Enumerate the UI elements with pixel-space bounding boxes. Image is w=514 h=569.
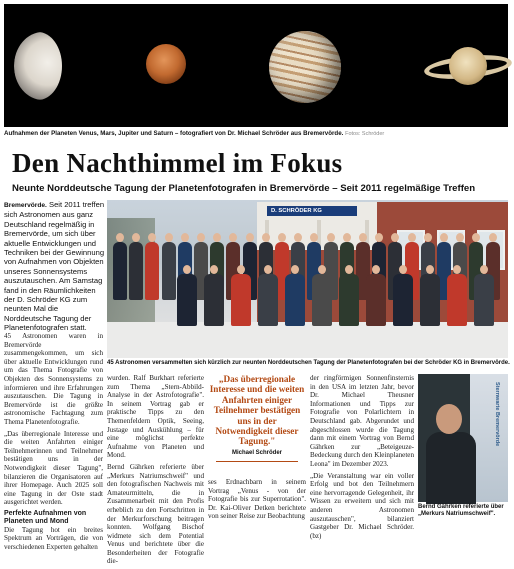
person-head	[424, 233, 432, 242]
planet-caption-text: Aufnahmen der Planeten Venus, Mars, Jupiter und Saturn – fotografiert von Dr. Michael Schröder aus Bremervörde.	[4, 130, 344, 137]
person	[204, 274, 224, 326]
person-head	[480, 265, 488, 274]
pull-quote	[208, 374, 306, 466]
paragraph: der ringförmigen Sonnenfinsternis in den USA im letzten Jahr, bevor Dr. Michael Theusner Informationen und Tipps zur Fotografie von Polarlichtern in Deutschland gab. Abgerundet und abgeschlossen wurde die Tagung dann mit einem Vortrag von Bernd Gährken zur „Beteigeuze-Bedeckung durch den Kleinplaneten Leona" im Dezember 2023.	[310, 374, 414, 468]
person-head	[440, 233, 448, 242]
speaker-body	[426, 432, 476, 504]
person-head	[327, 233, 335, 242]
person	[162, 242, 176, 300]
ground	[107, 322, 508, 358]
paragraph: Bernd Gährken referierte über „Merkurs Natriumschweif" und den fotografischen Nachweis mit Amateurmitteln, die in Zusammenarbeit mit den Profis erheblich zu den Fortschritten in der Merkurforschung beitragen konnten. Wolfgang Bischof widmete sich dem Potential Venus und berichtete über die Besonderheiten der Fotografie die-	[107, 462, 204, 566]
dateline: Bremervörde.	[4, 202, 47, 209]
lead-text: Seit 2011 treffen sich Astronomen aus ganz Deutschland regelmäßig in Bremervörde, um sich über aktuelle Entwicklungen und Techniken bei der Gewinnung von Aufnahmen von Objekten unseres Sonnensystems auszutauschen. Am Samstag fand in den Räumlichkeiten der D. Schröder KG zum neunten Mal die Norddeutsche Tagung der Planetenfotografen statt.	[4, 200, 105, 333]
paragraph: 45 Astronomen waren in Bremervörde zusammengekommen, um sich über aktuelle Entwicklungen rund um das Thema Fotografie von Objekten des Sonnensystems zu informieren und ihre Erfahrungen auszutauschen. Die Tagung in Bremervörde ist die größte astronomische Fachtagung zum Thema Planetenfotografie.	[4, 332, 103, 426]
divider	[216, 461, 298, 462]
person-head	[359, 233, 367, 242]
article-column-2	[107, 374, 204, 569]
person-head	[229, 233, 237, 242]
person-head	[246, 233, 254, 242]
person-head	[262, 233, 270, 242]
planet-photo-strip	[4, 4, 508, 127]
article-column-3	[310, 374, 414, 543]
person-head	[345, 265, 353, 274]
paragraph: wurden. Ralf Burkhart referierte zum Thema „Stern-Abbild-Analyse in der Astrofotografie". In seinem Vortrag gab er praktische Tipps zu den Themenfeldern Optik, Seeing, Justage und Auskühlung – für eine möglichst perfekte Aufnahme von Planeten und Mond.	[107, 374, 204, 460]
paragraph: „Die Veranstaltung war ein voller Erfolg und bot den Teilnehmern eine hervorragende Gelegenheit, ihr Wissen zu erweitern und sich mit anderen Astronomen auszutauschen", bilanziert Gastgeber Dr. Michael Schröder. (bz)	[310, 471, 414, 540]
person	[129, 242, 143, 300]
person-head	[408, 233, 416, 242]
saturn-image	[424, 42, 514, 92]
person-head	[183, 265, 191, 274]
person-head	[318, 265, 326, 274]
person-head	[237, 265, 245, 274]
person-head	[291, 265, 299, 274]
headline: Den Nachthimmel im Fokus	[12, 148, 343, 178]
person-head	[278, 233, 286, 242]
article-column-middle	[208, 478, 306, 521]
speaker-head	[436, 404, 462, 434]
person	[231, 274, 251, 326]
person	[447, 274, 467, 326]
subheadline: Neunte Norddeutsche Tagung der Planetenfotografen in Bremervörde – Seit 2011 regelmäßige Treffen	[12, 183, 476, 194]
person	[366, 274, 386, 326]
lead-paragraph	[4, 200, 105, 333]
person	[145, 242, 159, 300]
person-head	[197, 233, 205, 242]
person-head	[426, 265, 434, 274]
person-head	[372, 265, 380, 274]
person-head	[264, 265, 272, 274]
person-head	[213, 233, 221, 242]
quote-text: „Das überregionale Interesse und die weiten Anfahrten einiger Teilnehmer bestätigen uns in der Notwendigkeit dieser Tagung."	[209, 374, 305, 447]
person	[474, 274, 494, 326]
quote-author: Michael Schröder	[231, 449, 282, 456]
speaker-photo	[418, 374, 508, 502]
person	[113, 242, 127, 300]
person-head	[210, 265, 218, 274]
article-column-1	[4, 332, 103, 555]
person	[177, 274, 197, 326]
person-head	[489, 233, 497, 242]
person-head	[116, 233, 124, 242]
person	[339, 274, 359, 326]
person	[420, 274, 440, 326]
person-head	[453, 265, 461, 274]
group-photo	[107, 200, 508, 358]
photo-credit: Fotos: Schröder	[345, 131, 385, 137]
person-head	[399, 265, 407, 274]
planet-photo-caption	[4, 130, 508, 137]
person-head	[181, 233, 189, 242]
banner-text: Sternwarte Bremervörde	[494, 382, 500, 447]
group-photo-caption: 45 Astronomen versammelten sich kürzlich zur neunten Norddeutschen Tagung der Planetenfotografen bei der Schröder KG in Bremervörde.	[107, 360, 510, 366]
jupiter-image	[269, 31, 341, 103]
person	[285, 274, 305, 326]
mars-image	[146, 44, 186, 84]
saturn-body	[449, 47, 487, 85]
person-head	[148, 233, 156, 242]
person	[393, 274, 413, 326]
paragraph: ses Erdnachbarn in seinem Vortrag „Venus - von der Fotografie bis zur Superrotation". Dr. Kai-Oliver Detken berichtete von seiner Reise zur Beobachtung	[208, 478, 306, 521]
paragraph: Die Tagung hot ein breites Spektrum an Vorträgen, die von verschiedenen Experten gehalten	[4, 525, 103, 552]
person-head	[343, 233, 351, 242]
venus-image	[14, 32, 62, 100]
company-sign: D. SCHRÖDER KG	[267, 206, 357, 216]
person	[258, 274, 278, 326]
person-head	[165, 233, 173, 242]
section-subheading: Perfekte Aufnahmen von Planeten und Mond	[4, 509, 87, 525]
speaker-photo-caption: Bernd Gährken referierte über „Merkurs Natriumschweif".	[418, 504, 504, 518]
person	[312, 274, 332, 326]
paragraph: „Das überregionale Interesse und die weiten Anfahrten einiger Teilnehmerinnen und Teilnehmer bestätigen uns in der Notwendigkeit dieser Tagung", bilanzieren die Organisatoren auf ihrer Homepage. Auch 2025 soll eine Tagung in der Oste stadt ausgerichtet werden.	[4, 429, 103, 507]
